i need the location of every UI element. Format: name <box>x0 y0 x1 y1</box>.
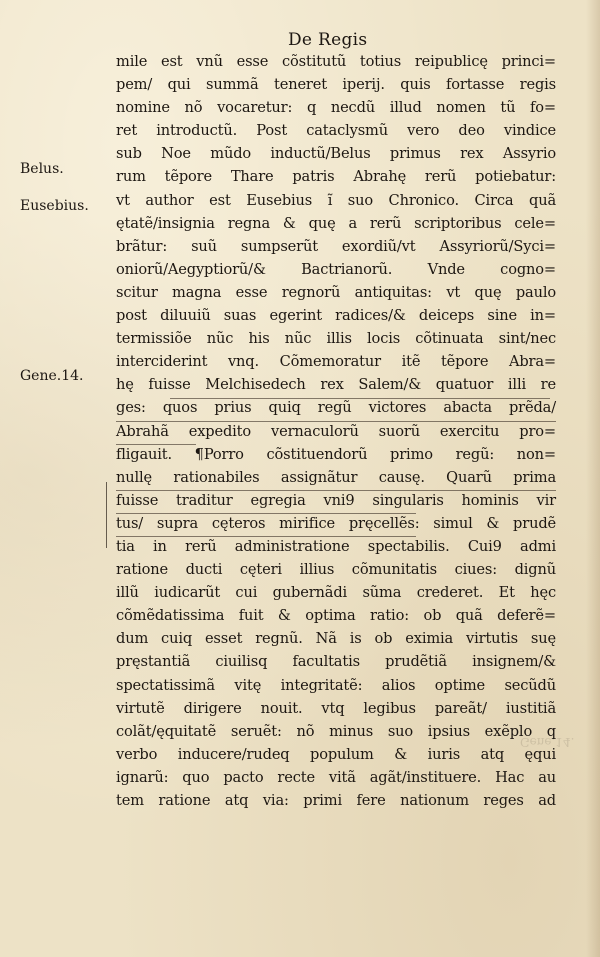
running-head: De Regis <box>288 30 368 50</box>
text-line: verbo inducere/rudeq populum & iuris atq ęqui <box>116 745 556 763</box>
text-line: rum tẽpore Thare patris Abrahę rerũ potiebatur: <box>116 168 556 186</box>
marginal-note-genesis: Gene.14. <box>20 368 84 384</box>
text-line: virtutẽ dirigere nouit. vtq legibus pareãt/ iustitiã <box>116 699 556 717</box>
text-line: Abrahã expedito vernaculorũ suorũ exercitu pro= <box>116 422 556 440</box>
text-line: illũ iudicarũt cui gubernãdi sũma crederet. Et hęc <box>116 584 556 602</box>
text-line: ignarũ: quo pacto recte vitã agãt/instituere. Hac au <box>116 768 556 786</box>
text-line: sub Noe mũdo inductũ/Belus primus rex Assyrio <box>116 145 556 163</box>
text-line: ges: quos prius quiq regũ victores abacta prẽda/ <box>116 399 556 417</box>
text-line: fuisse traditur egregia vni9 singularis hominis vir <box>116 491 556 509</box>
text-line: tem ratione atq via: primi fere nationum reges ad <box>116 792 556 809</box>
text-line: tia in rerũ administratione spectabilis. Cui9 admi <box>116 537 556 555</box>
text-line: brãtur: suũ sumpserũt exordiũ/vt Assyriorũ/Syci= <box>116 237 556 255</box>
text-line: fligauit. ¶Porro cõstituendorũ primo regũ: non= <box>116 445 556 463</box>
text-line: ętatẽ/insignia regna & quę a rerũ scriptoribus cele= <box>116 214 556 232</box>
text-line: nullę rationabiles assignãtur causę. Quarũ prima <box>116 468 556 486</box>
text-line: hę fuisse Melchisedech rex Salem/& quatuor illi re <box>116 376 556 394</box>
text-line: pręstantiã ciuilisq facultatis prudẽtiã insignem/& <box>116 653 556 671</box>
marginal-note-belus: Belus. <box>20 161 64 177</box>
bleed-through-text: Gene.14. <box>520 735 575 749</box>
handwritten-bracket-mark <box>106 482 113 548</box>
marginal-note-eusebius: Eusebius. <box>20 198 89 214</box>
text-line: tus/ supra cęteros mirifice pręcellẽs: simul & prudẽ <box>116 514 556 532</box>
text-line: cõmẽdatissima fuit & optima ratio: ob quã deferẽ= <box>116 607 556 625</box>
text-line: mile est vnũ esse cõstitutũ totius reipublicę princi= <box>116 53 556 70</box>
text-line: dum cuiq esset regnũ. Nã is ob eximia virtutis suę <box>116 630 556 648</box>
text-line: spectatissimã vitę integritatẽ: alios optime secũdũ <box>116 676 556 694</box>
text-line: pem/ qui summã teneret iperij. quis fortasse regis <box>116 76 556 94</box>
page-edge-shadow <box>586 0 600 957</box>
text-line: scitur magna esse regnorũ antiquitas: vt quę paulo <box>116 283 556 301</box>
text-line: termissiõe nũc his nũc illis locis cõtinuata sint/nec <box>116 330 556 348</box>
text-line: ratione ducti cęteri illius cõmunitatis ciues: dignũ <box>116 561 556 579</box>
text-line: oniorũ/Aegyptiorũ/& Bactrianorũ. Vnde cogno= <box>116 260 556 278</box>
text-line: vt author est Eusebius ĩ suo Chronico. Circa quã <box>116 191 556 209</box>
text-line: interciderint vnq. Cõmemoratur itẽ tẽpore Abra= <box>116 353 556 371</box>
text-line: ret introductũ. Post cataclysmũ vero deo vindice <box>116 122 556 140</box>
body-text <box>116 50 556 812</box>
text-line: colãt/ęquitatẽ seruẽt: nõ minus suo ipsius exẽplo q <box>116 722 556 740</box>
text-line: post diluuiũ suas egerint radices/& deiceps sine in= <box>116 307 556 325</box>
text-line: nomine nõ vocaretur: q necdũ illud nomen tũ fo= <box>116 99 556 117</box>
